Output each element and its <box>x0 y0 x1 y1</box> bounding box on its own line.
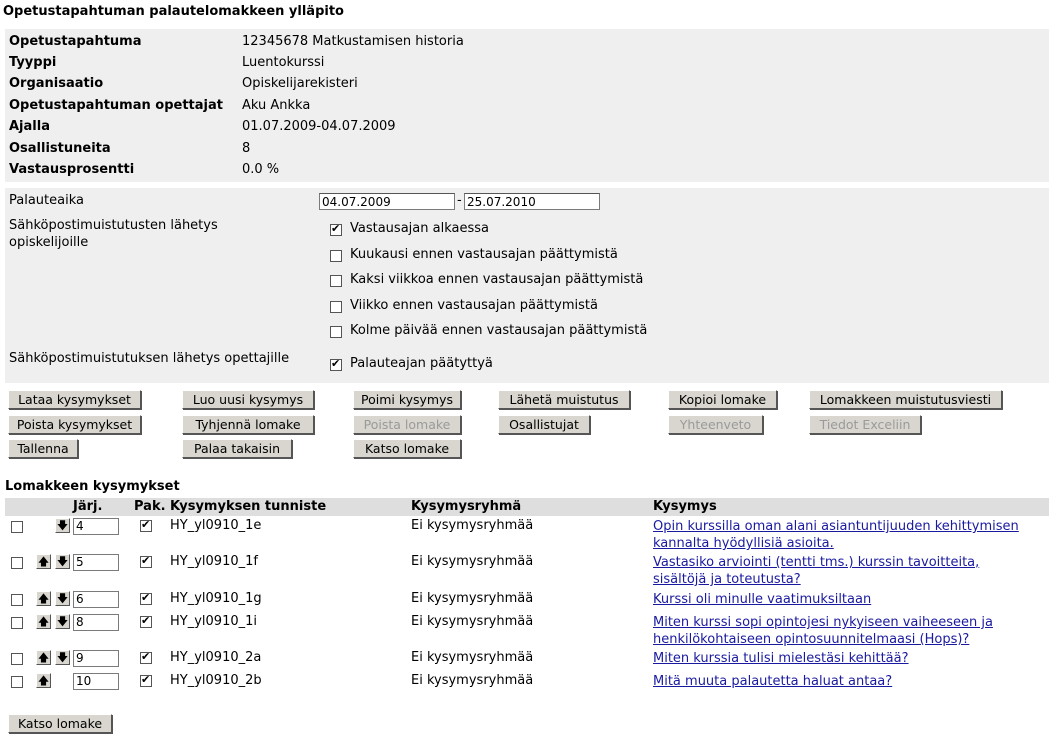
question-link[interactable] <box>653 554 979 588</box>
question-group: Ei kysymysryhmää <box>411 554 534 569</box>
student-reminder-option-label: Kolme päivää ennen vastausajan päättymistä <box>350 323 648 338</box>
header-question: Kysymys <box>653 499 717 514</box>
question-link-line[interactable]: Mitä muuta palautetta haluat antaa? <box>653 674 893 689</box>
feedback-period-label: Palauteaika <box>9 193 84 208</box>
question-link-line[interactable]: Miten kurssia tulisi mielestäsi kehittää? <box>653 651 909 666</box>
move-up-button[interactable]: 🡅 <box>37 555 50 568</box>
question-group: Ei kysymysryhmää <box>411 650 534 665</box>
question-link[interactable] <box>653 673 892 690</box>
remove-questions-button[interactable]: Poista kysymykset <box>8 415 141 434</box>
question-id: HY_yl0910_1g <box>170 591 262 606</box>
header-mandatory: Pak. <box>134 499 166 514</box>
student-reminder-option-label: Vastausajan alkaessa <box>350 221 489 236</box>
new-question-button[interactable]: Luo uusi kysymys <box>182 390 314 409</box>
student-reminder-checkbox[interactable] <box>330 275 342 287</box>
start-date-input[interactable]: 04.07.2009 <box>319 193 455 210</box>
move-up-button[interactable]: 🡅 <box>37 651 50 664</box>
info-label: Tyyppi <box>9 55 57 70</box>
order-input[interactable]: 6 <box>73 591 119 608</box>
feedback-settings-panel <box>5 188 1049 383</box>
student-reminder-checkbox[interactable] <box>330 326 342 338</box>
question-link[interactable] <box>653 591 871 608</box>
move-down-button[interactable]: 🡇 <box>56 555 69 568</box>
send-reminder-button[interactable]: Lähetä muistutus <box>498 390 630 409</box>
info-value: Luentokurssi <box>242 55 325 70</box>
header-order: Järj. <box>73 499 103 514</box>
questions-section-title: Lomakkeen kysymykset <box>5 479 180 494</box>
teacher-reminder-option-label: Palauteajan päätyttyä <box>350 356 493 371</box>
order-input[interactable]: 5 <box>73 554 119 571</box>
question-link[interactable] <box>653 518 1019 552</box>
mandatory-checkbox[interactable] <box>140 520 152 532</box>
move-up-button[interactable]: 🡅 <box>37 592 50 605</box>
summary-button[interactable]: Yhteenveto <box>668 415 763 434</box>
student-reminder-checkbox[interactable] <box>330 301 342 313</box>
header-question-id: Kysymyksen tunniste <box>170 499 327 514</box>
question-link[interactable] <box>653 650 909 667</box>
row-select-checkbox[interactable] <box>11 676 23 688</box>
question-id: HY_yl0910_2b <box>170 673 262 688</box>
order-input[interactable]: 9 <box>73 650 119 667</box>
move-up-button[interactable]: 🡅 <box>37 674 50 687</box>
row-select-checkbox[interactable] <box>11 653 23 665</box>
info-label: Organisaatio <box>9 76 104 91</box>
end-date-input[interactable]: 25.07.2010 <box>464 193 600 210</box>
question-group: Ei kysymysryhmää <box>411 614 534 629</box>
question-group: Ei kysymysryhmää <box>411 518 534 533</box>
mandatory-checkbox[interactable] <box>140 652 152 664</box>
question-id: HY_yl0910_1e <box>170 518 262 533</box>
student-reminder-checkbox[interactable] <box>330 224 342 236</box>
question-link-line[interactable]: Miten kurssi sopi opintojesi nykyiseen vaiheeseen ja <box>653 615 993 630</box>
student-reminder-option-label: Viikko ennen vastausajan päättymistä <box>350 298 598 313</box>
move-down-button[interactable]: 🡇 <box>56 592 69 605</box>
student-reminder-label: Sähköpostimuistutusten lähetys opiskelijoille <box>9 218 218 250</box>
row-select-checkbox[interactable] <box>11 557 23 569</box>
question-id: HY_yl0910_2a <box>170 650 262 665</box>
course-info-panel <box>5 29 1049 182</box>
student-reminder-checkbox[interactable] <box>330 250 342 262</box>
info-label: Vastausprosentti <box>9 162 135 177</box>
info-value: 01.07.2009-04.07.2009 <box>242 119 396 134</box>
move-down-button[interactable]: 🡇 <box>56 651 69 664</box>
row-select-checkbox[interactable] <box>11 594 23 606</box>
info-value: Aku Ankka <box>242 98 311 113</box>
save-button[interactable]: Tallenna <box>8 439 78 458</box>
pick-question-button[interactable]: Poimi kysymys <box>353 390 461 409</box>
info-label: Opetustapahtuma <box>9 34 142 49</box>
teacher-reminder-label: Sähköpostimuistutuksen lähetys opettajille <box>9 351 290 366</box>
question-link-line[interactable]: Vastasiko arviointi (tentti tms.) kurssin tavoitteita, <box>653 555 980 570</box>
question-link-line[interactable]: Kurssi oli minulle vaatimuksiltaan <box>653 592 872 607</box>
info-value: Opiskelijarekisteri <box>242 76 358 91</box>
question-id: HY_yl0910_1i <box>170 614 257 629</box>
header-question-group: Kysymysryhmä <box>411 499 522 514</box>
info-value: 0.0 % <box>242 162 280 177</box>
info-value: 8 <box>242 141 251 156</box>
row-select-checkbox[interactable] <box>11 521 23 533</box>
info-value: 12345678 Matkustamisen historia <box>242 34 464 49</box>
info-label: Opetustapahtuman opettajat <box>9 98 223 113</box>
participants-button[interactable]: Osallistujat <box>498 415 590 434</box>
move-down-button[interactable]: 🡇 <box>56 519 69 532</box>
question-group: Ei kysymysryhmää <box>411 591 534 606</box>
date-separator: - <box>457 193 462 208</box>
form-reminder-message-button[interactable]: Lomakkeen muistutusviesti <box>809 390 1002 409</box>
order-input[interactable]: 8 <box>73 614 119 631</box>
view-form-bottom-button[interactable]: Katso lomake <box>8 714 112 733</box>
move-up-button[interactable]: 🡅 <box>37 615 50 628</box>
student-reminder-option-label: Kaksi viikkoa ennen vastausajan päättymistä <box>350 272 644 287</box>
question-link-line[interactable]: kannalta hyödyllisiä asioita. <box>653 536 834 551</box>
order-input[interactable]: 10 <box>73 673 119 690</box>
view-form-button[interactable]: Katso lomake <box>353 439 461 458</box>
student-reminder-option-label: Kuukausi ennen vastausajan päättymistä <box>350 247 618 262</box>
question-link-line[interactable]: sisältöjä ja toteutusta? <box>653 572 801 587</box>
question-link[interactable] <box>653 614 993 648</box>
question-link-line[interactable]: Opin kurssilla oman alani asiantuntijuuden kehittymisen <box>653 519 1019 534</box>
row-select-checkbox[interactable] <box>11 617 23 629</box>
clear-form-button[interactable]: Tyhjennä lomake <box>182 415 314 434</box>
questions-table-header <box>5 498 1049 516</box>
mandatory-checkbox[interactable] <box>140 593 152 605</box>
info-label: Ajalla <box>9 119 50 134</box>
page-title: Opetustapahtuman palautelomakkeen ylläpito <box>3 4 344 19</box>
teacher-reminder-checkbox[interactable] <box>330 359 342 371</box>
mandatory-checkbox[interactable] <box>140 616 152 628</box>
question-link-line[interactable]: henkilökohtaiseen opintosuunnitelmaasi (Hops)? <box>653 632 970 647</box>
excel-export-button[interactable]: Tiedot Exceliin <box>809 415 921 434</box>
copy-form-button[interactable]: Kopioi lomake <box>668 390 777 409</box>
question-group: Ei kysymysryhmää <box>411 673 534 688</box>
delete-form-button[interactable]: Poista lomake <box>353 415 461 434</box>
load-questions-button[interactable]: Lataa kysymykset <box>8 390 141 409</box>
question-id: HY_yl0910_1f <box>170 554 258 569</box>
info-label: Osallistuneita <box>9 141 111 156</box>
move-down-button[interactable]: 🡇 <box>56 615 69 628</box>
order-input[interactable]: 4 <box>73 518 119 535</box>
go-back-button[interactable]: Palaa takaisin <box>182 439 292 458</box>
mandatory-checkbox[interactable] <box>140 675 152 687</box>
mandatory-checkbox[interactable] <box>140 556 152 568</box>
